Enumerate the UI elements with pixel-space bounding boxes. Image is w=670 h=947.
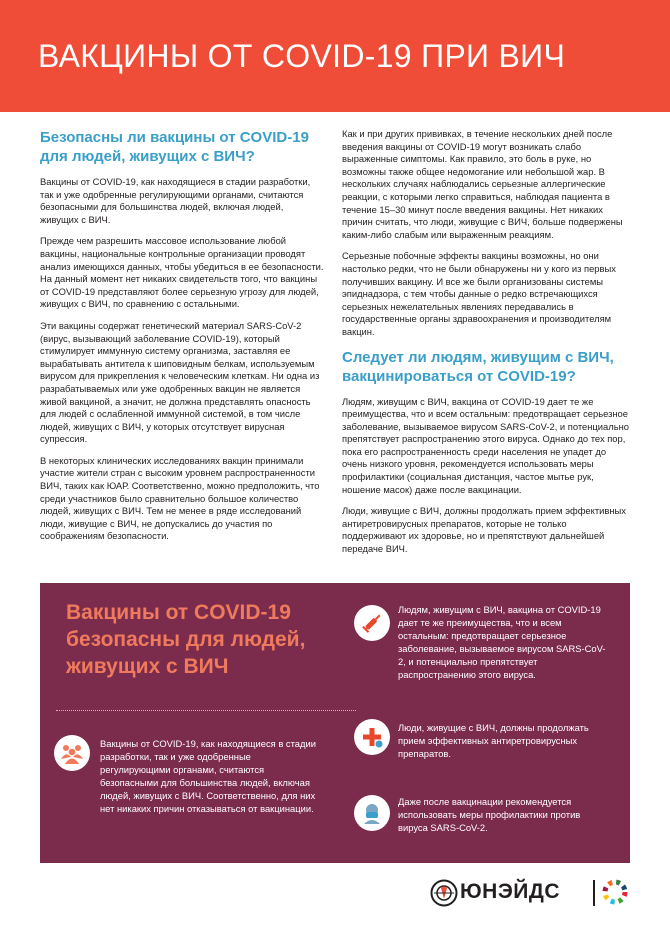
mask-text: Даже после вакцинации рекомендуется использовать меры профилактики против вируса SARS-CoV-2. <box>398 796 581 833</box>
panel-divider <box>56 710 356 711</box>
logo-divider <box>593 880 595 906</box>
left-heading: Безопасны ли вакцины от COVID-19 для людей, живущих с ВИЧ? <box>40 129 309 165</box>
people-text: Вакцины от COVID-19, как находящиеся в стадии разработки, так и уже одобренные регулирующими органами, считаются безопасными для большинства людей, включая людей, живущих с ВИЧ. Соответственно, для них нет никаких причин отказываться от вакцинации. <box>100 738 316 814</box>
medicine-text: Люди, живущие с ВИЧ, должны продолжать прием эффективных антиретровирусных препаратов. <box>398 722 589 759</box>
left-paragraph: Эти вакцины содержат генетический материал SARS-CoV-2 (вирус, вызывающий заболевание COVID-19), который стимулирует иммунную систему организма, заставляя ее вырабатывать антитела к шиповидным белкам, используемым вирусом для прикрепления к человеческим клеткам. Ни одна из разрабатываемых или уже одобренных вакцин не является живой вакциной, а значит, не должна представлять опасность для людей с ослабленной иммунной системой, в том числе людей, живущих с ВИЧ, у которых отсутствует вирусная супрессия. <box>40 319 320 445</box>
mask-icon <box>354 795 390 831</box>
right-paragraph: Людям, живущим с ВИЧ, вакцина от COVID-19 дает те же преимущества, что и всем остальным: предотвращает серьезное заболевание, вызываемое вирусом SARS-CoV-2, и потенциально препятствует распространению этого вируса. Однако до тех пор, пока его распространенность среди населения не упадет до очень низкого уровня, рекомендуется использовать меры профилактики (социальная дистанция, частое мытье рук, ношение масок) даже после вакцинации. <box>342 395 629 495</box>
syringe-icon <box>354 605 390 641</box>
medicine-icon <box>354 719 390 755</box>
sdg-wheel-icon <box>602 879 628 905</box>
right-column <box>342 128 632 565</box>
left-paragraph: В некоторых клинических исследованиях вакцин принимали участие жители стран с высоким уровнем распространенности ВИЧ, таких как ЮАР. Соответственно, можно предположить, что среди участников было сравнительно большое количество людей, живущих с ВИЧ. Тем не менее в ряде исследований люди, живущие с ВИЧ, не допускались до участия по соображениям безопасности. <box>40 454 320 542</box>
right-heading: Следует ли людям, живущим с ВИЧ, вакцинироваться от COVID-19? <box>342 348 614 385</box>
right-paragraph: Люди, живущие с ВИЧ, должны продолжать прием эффективных антиретровирусных препаратов, которые не только поддерживают их здоровье, но и препятствуют дальнейшей передаче ВИЧ. <box>342 505 626 555</box>
page-title: ВАКЦИНЫ ОТ COVID-19 ПРИ ВИЧ <box>38 38 566 74</box>
people-icon <box>54 735 90 771</box>
panel-title: Вакцины от COVID-19 безопасны для людей, живущих с ВИЧ <box>66 601 306 678</box>
right-paragraph: Серьезные побочные эффекты вакцины возможны, но они настолько редки, что не были обнаружены ни у кого из первых получивших вакцину. И все же были организованы системы эпиднадзора, с тем чтобы данные о редко встречающихся серьезных нежелательных явлениях передавались в государственные органы здравоохранения и производителям вакцин. <box>342 250 616 337</box>
right-paragraph: Как и при других прививках, в течение нескольких дней после введения вакцины от COVID-19 могут возникать слабо выраженные симптомы. Как правило, это боль в руке, но возможны также общее недомогание или небольшой жар. В нескольких случаях наблюдались серьезные аллергические реакции, с которыми легко справиться, наблюдая пациента в течение 15–30 минут после введения вакцины. Нет никаких причин считать, что люди, живущие с ВИЧ, больше подвержены каким-либо слабым или выраженным реакциям. <box>342 128 623 240</box>
org-logo-text: ЮНЭЙДС <box>460 880 560 903</box>
unaids-emblem-icon <box>430 879 458 907</box>
left-column <box>40 128 324 552</box>
header-banner <box>0 0 670 112</box>
left-paragraph: Прежде чем разрешить массовое использование любой вакцины, национальные контрольные организации проводят анализ имеющихся данных, чтобы убедиться в ее безопасности. На данный момент нет никаких свидетельств того, что вакцины от COVID-19 представляют более серьезную угрозу для людей, живущих с ВИЧ, по сравнению с остальными. <box>40 235 324 310</box>
syringe-text: Людям, живущим с ВИЧ, вакцина от COVID-19 дает те же преимущества, что и всем остальным: предотвращает серьезное заболевание, вызываемое вирусом SARS-CoV-2, и потенциально препятствует распространению этого вируса. <box>398 604 606 680</box>
info-panel <box>40 583 630 863</box>
left-paragraph: Вакцины от COVID-19, как находящиеся в стадии разработки, так и уже одобренные регулирующими органами, считаются безопасными для большинства людей, включая людей, живущих с ВИЧ. <box>40 176 311 225</box>
